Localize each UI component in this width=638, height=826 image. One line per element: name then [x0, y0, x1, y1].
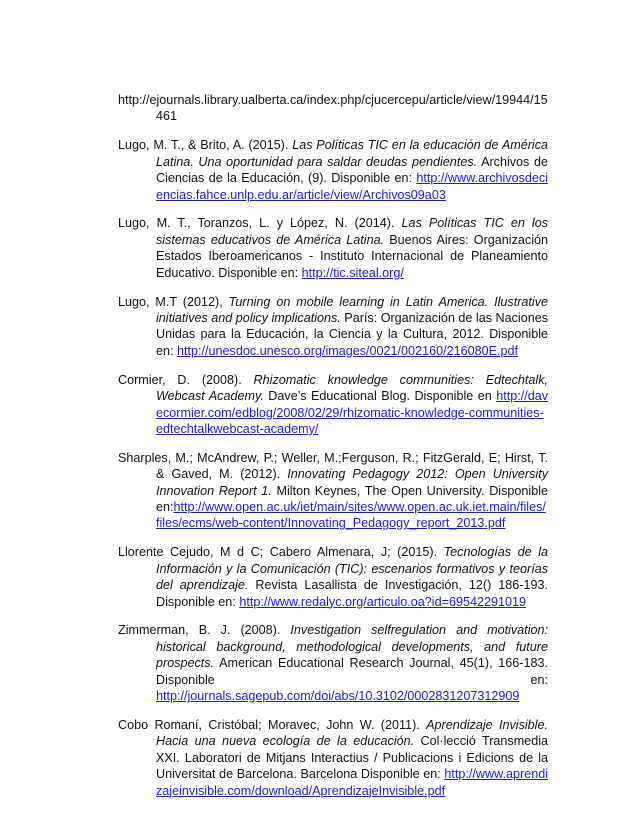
reference-item	[118, 622, 548, 704]
reference-details: Col·lecció Transmedia XXI. Laboratori de Mitjans Interactius / Publicacions i Edicions de la Universitat de Barcelona. Barcelona Disponible en:	[156, 734, 548, 782]
reference-details: París: Organización de las Naciones Unidas para la Educación, la Ciencia y la Cultura, 2012. Disponible en:	[156, 310, 548, 358]
reference-link[interactable]: http://tic.siteal.org/	[301, 265, 404, 280]
reference-details: American Educational Research Journal, 45(1), 166-183. Disponible en:	[156, 656, 548, 687]
reference-item	[118, 92, 548, 125]
reference-item	[118, 544, 548, 610]
reference-authors: Sharples, M.; McAndrew, P.; Weller, M.;Ferguson, R.; FitzGerald, E; Hirst, T. & Gaved, M. (2012).	[118, 450, 548, 482]
reference-link[interactable]: http://www.archivosdeciencias.fahce.unlp.edu.ar/article/view/Archivos09a03	[156, 171, 548, 202]
reference-authors: Llorente Cejudo, M d C; Cabero Almenara, J; (2015).	[118, 545, 438, 560]
reference-authors: Lugo, M.T (2012),	[118, 294, 223, 309]
reference-item	[118, 717, 548, 799]
reference-link[interactable]: http://www.open.ac.uk/iet/main/sites/www.open.ac.uk.iet.main/files/files/ecms/web-content/Innovating_Pedagogy_report_2013.pdf	[156, 500, 546, 531]
reference-item	[118, 137, 548, 203]
reference-title: Turning on mobile learning in Latin America. Ilustrative initiatives and policy implications.	[156, 294, 548, 325]
reference-title: Innovating Pedagogy 2012: Open University Innovation Report 1.	[156, 467, 548, 498]
reference-title: Las Políticas TIC en los sistemas educativos de América Latina.	[156, 216, 549, 247]
reference-item	[118, 450, 548, 532]
reference-title: Aprendizaje Invisible. Hacia una nueva ecología de la educación.	[156, 718, 548, 749]
reference-details: Archivos de Ciencias de la Educación, (9). Disponible en:	[156, 154, 548, 186]
reference-url[interactable]: http://ejournals.library.ualberta.ca/index.php/cjucercepu/article/view/19944/15461	[118, 93, 548, 124]
reference-details: Revista Lasallista de Investigación, 12() 186-193. Disponible en:	[156, 578, 549, 609]
reference-title: Rhizomatic knowledge communities: Edtechtalk, Webcast Academy.	[156, 372, 548, 404]
reference-authors: Lugo, M. T., Toranzos, L. y López, N. (2014).	[118, 216, 395, 231]
reference-item	[118, 294, 548, 360]
reference-authors: Zimmerman, B. J. (2008).	[118, 623, 281, 638]
reference-item	[118, 215, 548, 281]
reference-link[interactable]: http://unesdoc.unesco.org/images/0021/002160/216080E.pdf	[177, 343, 519, 358]
reference-details: Buenos Aires: Organización Estados Iberoamericanos - Instituto Internacional de Planeamiento Educativo. Disponible en:	[156, 232, 549, 280]
reference-details: Dave’s Educational Blog. Disponible en	[268, 389, 492, 404]
reference-link[interactable]: http://journals.sagepub.com/doi/abs/10.3102/0002831207312909	[156, 689, 520, 704]
reference-item	[118, 372, 548, 438]
reference-details: Milton Keynes, The Open University. Disponible en:	[156, 483, 549, 515]
reference-title: Las Políticas TIC en la educación de América Latina. Una oportunidad para saldar deudas pendientes.	[156, 138, 549, 169]
reference-authors: Cobo Romaní, Cristóbal; Moravec, John W. (2011).	[118, 718, 420, 732]
reference-title: Investigation selfregulation and motivation: historical background, methodological developments, and future prospects.	[156, 623, 549, 671]
reference-list	[118, 92, 548, 812]
reference-link[interactable]: http://davecormier.com/edblog/2008/02/29/rhizomatic-knowledge-communities-edtechtalkwebcast-academy/	[156, 389, 549, 436]
reference-authors: Lugo, M. T., & Brito, A. (2015).	[118, 138, 289, 153]
reference-link[interactable]: http://www.aprendizajeinvisible.com/download/AprendizajeInvisible.pdf	[156, 767, 548, 798]
reference-authors: Cormier, D. (2008).	[118, 372, 242, 387]
reference-title: Tecnologías de la Información y la Comunicación (TIC): escenarios formativos y teorías del aprendizaje.	[156, 545, 548, 593]
reference-link[interactable]: http://www.redalyc.org/articulo.oa?id=69542291019	[239, 594, 527, 609]
